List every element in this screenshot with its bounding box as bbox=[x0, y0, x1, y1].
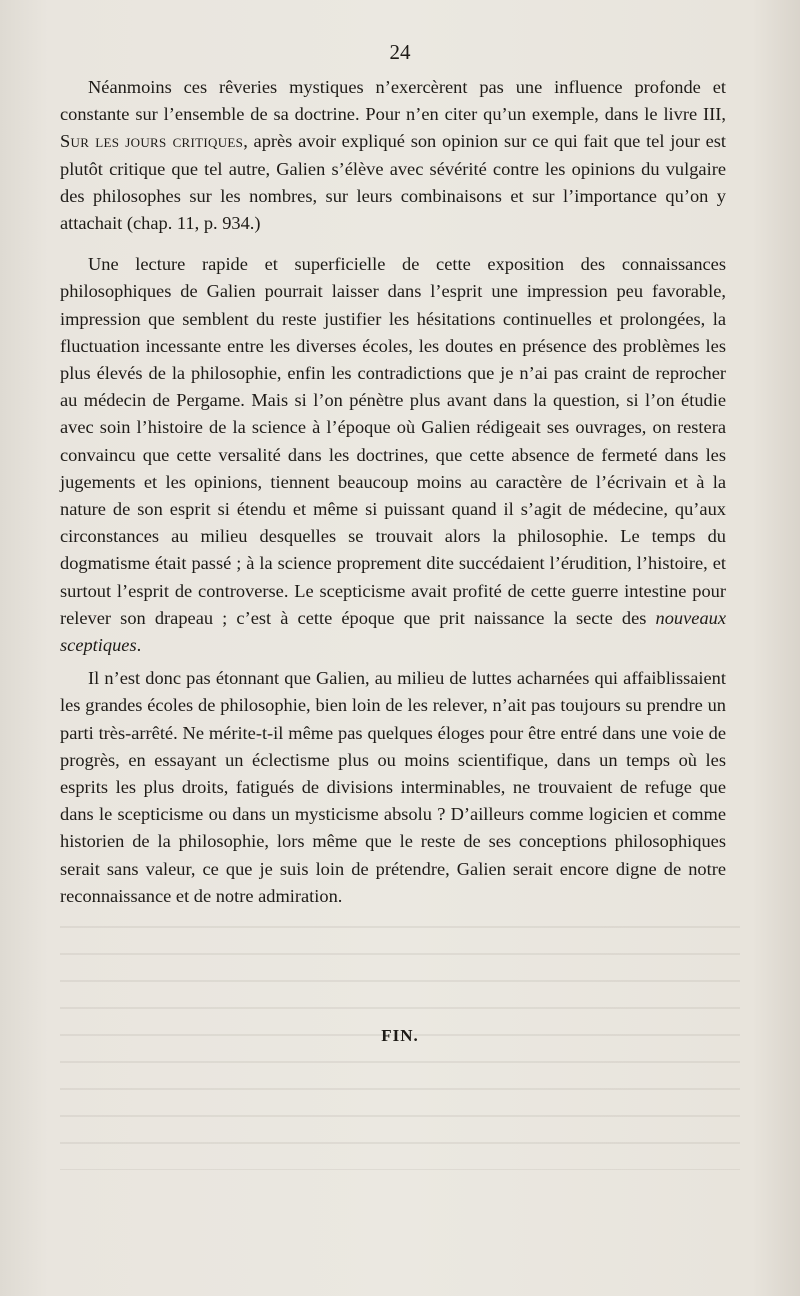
paragraph-3: Il n’est donc pas étonnant que Galien, au milieu de luttes acharnées qui affaiblissaient les grandes écoles de philosophie, bien loin de les relever, n’ait pas toujours su prendre un parti très-arrêté. Ne mérite-t-il même pas quelques éloges pour être entré dans une voie de progrès, en essayant un éclectisme plus ou moins scientifique, dans un temps où les esprits les plus droits, fatigués de divisions interminables, ne trouvaient de refuge que dans le scepticisme ou dans un mysticisme absolu ? D’ailleurs comme logicien et comme historien de la philosophie, lors même que le reste de ses conceptions philosophiques serait sans valeur, ce que je suis loin de prétendre, Galien serait encore digne de notre reconnaissance et de notre admiration. bbox=[60, 668, 726, 906]
paragraph-1-text-b: , après avoir expliqué son opinion sur ce qui fait que tel jour est plutôt critique que tel autre, Galien s’élève avec sévérité contre les opinions du vulgaire des philosophes sur les nombres, sur leurs combinaisons et sur l’importance qu’on y attachait (chap. 11, p. 934.) bbox=[60, 131, 727, 234]
paragraph-1-text-a: Néanmoins ces rêveries mystiques n’exercèrent pas une influence profonde et constante sur l’ensemble de sa doctrine. Pour n’en citer qu’un exemple, dans le livre III, bbox=[60, 77, 726, 125]
paragraph-1 bbox=[60, 74, 726, 237]
paragraph-2 bbox=[60, 251, 726, 659]
italic-term: nouveaux sceptiques bbox=[60, 607, 726, 656]
end-mark: FIN. bbox=[381, 1026, 419, 1045]
page-number: 24 bbox=[389, 40, 411, 64]
paragraph-2-text-a: Une lecture rapide et superficielle de cette exposition des connaissances philosophiques de Galien pourrait laisser dans l’esprit une impression peu favorable, impression que semblent du reste justifier les hésitations continuelles et prolongées, la fluctuation incessante entre les diverses écoles, les doutes en présence des problèmes les plus élevés de la philosophie, enfin les contradictions que je n’ai pas craint de reprocher au médecin de Pergame. Mais si l’on pénètre plus avant dans la question, si l’on étudie avec soin l’histoire de la science à l’époque où Galien rédigeait ses ouvrages, on restera convaincu que cette versalité dans les doctrines, que cette absence de fermeté dans les jugements et les opinions, tiennent beaucoup moins au caractère de l’écrivain et à la nature de son esprit si étendu et même si puissant quand il s’agit de médecine, qu’aux circonstances au milieu desquelles se trouvait alors la philosophie. Le temps du dogmatisme était passé ; à la science proprement dite succédaient l’érudition, l’histoire, et surtout l’esprit de controverse. Le scepticisme avait profité de cette guerre intestine pour relever son drapeau ; c’est à cette époque que prit naissance la secte des bbox=[60, 254, 726, 628]
body-text bbox=[60, 74, 726, 910]
book-title-smallcaps: Sur les jours critiques bbox=[60, 131, 244, 152]
paragraph-gap bbox=[60, 237, 726, 251]
paragraph-2-text-b: . bbox=[136, 635, 142, 656]
